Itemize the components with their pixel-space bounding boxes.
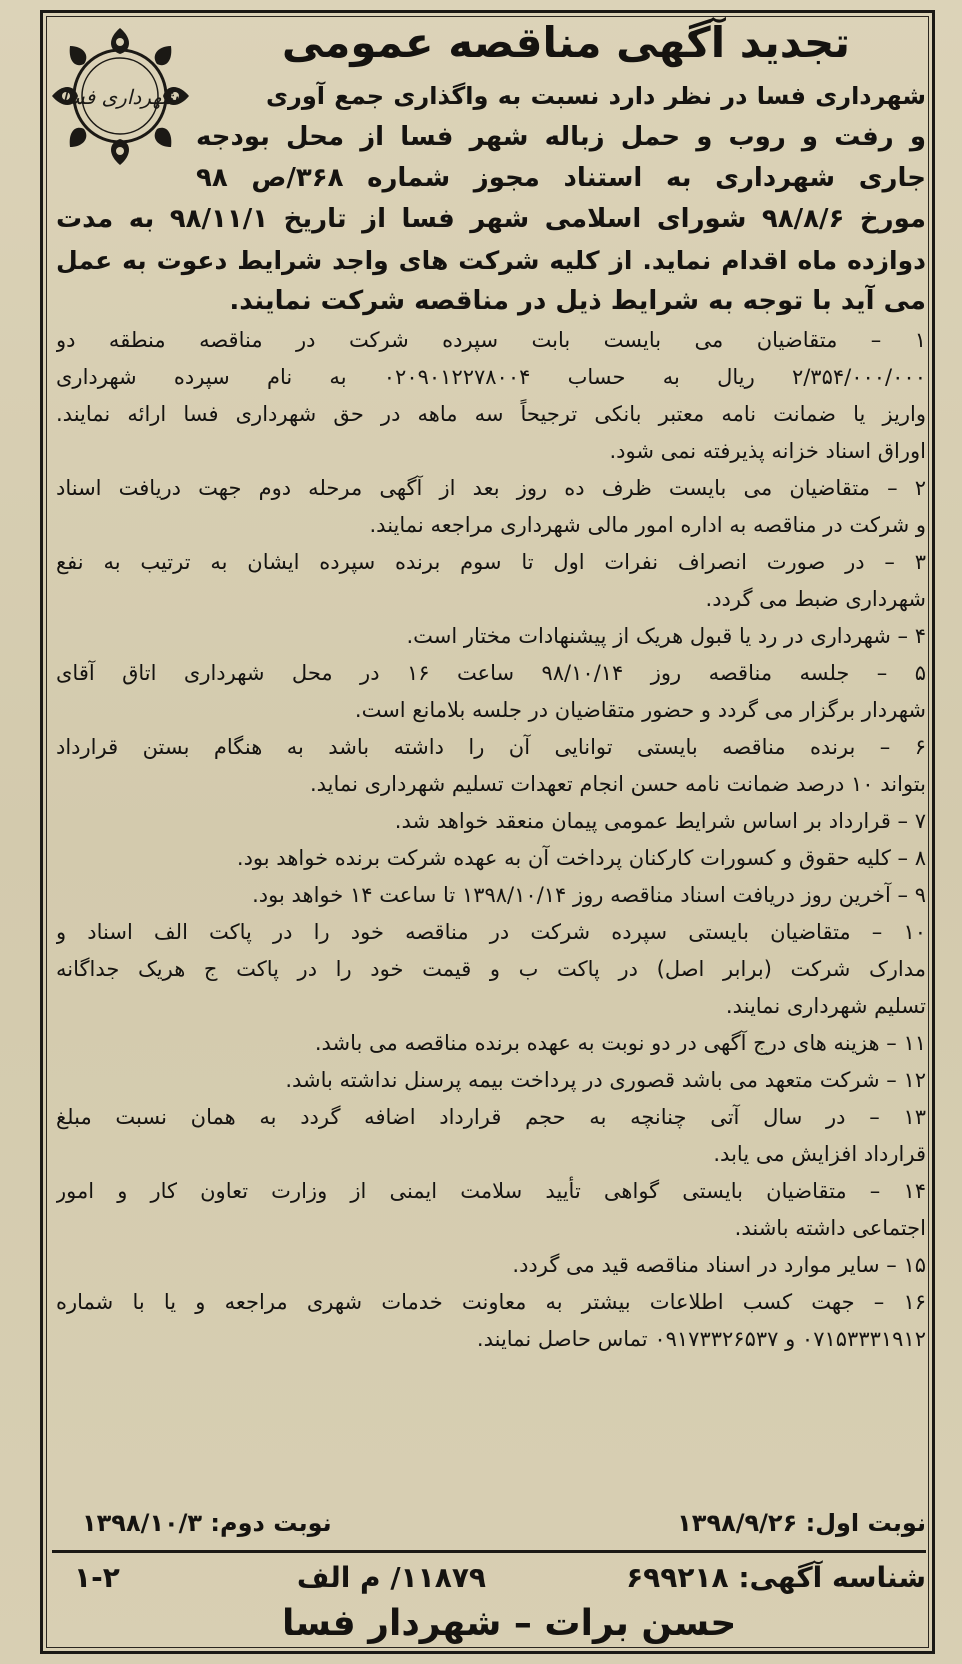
condition-line: ۱۳ – در سال آتی چنانچه به حجم قرارداد اضافه گردد به همان نسبت مبلغ [56,1105,926,1129]
condition-item [56,840,926,877]
condition-line: ۵ – جلسه مناقصه روز ۹۸/۱۰/۱۴ ساعت ۱۶ در محل شهرداری اتاق آقای [56,661,926,685]
second-publication-date: نوبت دوم: ۱۳۹۸/۱۰/۳ [82,1509,332,1537]
condition-item [56,877,926,914]
condition-line: ۳ – در صورت انصراف نفرات اول تا سوم برنده سپرده ایشان به ترتیب به نفع [56,550,926,574]
condition-item [56,1099,926,1173]
condition-line: ۸ – کلیه حقوق و کسورات کارکنان پرداخت آن به عهده شرکت برنده خواهد بود. [236,846,926,870]
first-publication-date: نوبت اول: ۱۳۹۸/۹/۲۶ [677,1509,926,1537]
condition-line: ۱ – متقاضیان می بایست بابت سپرده شرکت در مناقصه منطقه دو [56,328,926,352]
condition-line: ۰۷۱۵۳۳۳۱۹۱۲ و ۰۹۱۷۳۳۲۶۵۳۷ تماس حاصل نمایند. [476,1327,926,1351]
notice-title: تجدید آگهی مناقصه عمومی [281,18,851,67]
intro-line: جاری شهرداری به استناد مجوز شماره ۳۶۸/ص ۹۸ [196,163,926,193]
condition-item [56,1062,926,1099]
condition-item [56,729,926,803]
condition-line: ۱۵ – سایر موارد در اسناد مناقصه قید می گردد. [512,1253,926,1277]
signature-line [52,1600,926,1648]
intro-line: مورخ ۹۸/۸/۶ شورای اسلامی شهر فسا از تاریخ ۹۸/۱۱/۱ به مدت [56,204,926,234]
condition-line: ۷ – قرارداد بر اساس شرایط عمومی پیمان منعقد خواهد شد. [394,809,926,833]
ad-sequence: ۱-۲ [74,1561,120,1594]
condition-item [56,470,926,544]
condition-item [56,618,926,655]
condition-line: ۲ – متقاضیان می بایست ظرف ده روز بعد از آگهی مرحله دوم جهت دریافت اسناد [56,476,926,500]
footer-divider [52,1550,926,1553]
condition-line: بتواند ۱۰ درصد ضمانت نامه حسن انجام تعهدات تسلیم شهرداری نماید. [309,772,926,796]
condition-line: ۶ – برنده مناقصه بایستی توانایی آن را داشته باشد به هنگام بستن قرارداد [56,735,926,759]
condition-line: شهرداری ضبط می گردد. [705,587,926,611]
ad-code: ۱۱۸۷۹/ م الف [296,1561,486,1594]
condition-item [56,1173,926,1247]
condition-item [56,544,926,618]
intro-line: دوازده ماه اقدام نماید. از کلیه شرکت های واجد شرایط دعوت به عمل [56,246,926,275]
mayor-signature: حسن برات – شهردار فسا [282,1603,737,1644]
condition-item [56,1025,926,1062]
condition-line: قرارداد افزایش می یابد. [713,1142,926,1166]
condition-item [56,803,926,840]
condition-line: ۱۶ – جهت کسب اطلاعات بیشتر به معاونت خدمات شهری مراجعه و یا با شماره [56,1290,926,1314]
condition-line: ۱۰ – متقاضیان بایستی سپرده شرکت در مناقصه خود را در پاکت الف اسناد و [56,920,926,944]
condition-line: ۱۲ – شرکت متعهد می باشد قصوری در پرداخت بیمه پرسنل نداشته باشد. [285,1068,926,1092]
condition-line: تسلیم شهرداری نمایند. [725,994,926,1018]
condition-line: ۹ – آخرین روز دریافت اسناد مناقصه روز ۱۳۹۸/۱۰/۱۴ تا ساعت ۱۴ خواهد بود. [252,883,926,907]
svg-text:شهرداری فسا: شهرداری فسا [61,85,179,109]
condition-item [56,1284,926,1358]
ad-identification [52,1558,926,1598]
publication-dates [52,1504,926,1542]
intro-line: و رفت و روب و حمل زباله شهر فسا از محل بودجه [196,122,926,152]
intro-line: می آید با توجه به شرایط ذیل در مناقصه شرکت نمایند. [229,286,926,316]
ad-id: شناسه آگهی: ۶۹۹۲۱۸ [626,1561,926,1594]
condition-item [56,914,926,1025]
condition-line: مدارک شرکت (برابر اصل) در پاکت ب و قیمت خود را در پاکت ج هریک جداگانه [56,957,926,981]
condition-line: ۲/۳۵۴/۰۰۰/۰۰۰ ریال به حساب ۰۲۰۹۰۱۲۲۷۸۰۰۴ به نام سپرده شهرداری [56,365,926,389]
condition-item [56,1247,926,1284]
condition-line: ۱۴ – متقاضیان بایستی گواهی تأیید سلامت ایمنی از وزارت تعاون کار و امور [56,1179,926,1203]
conditions-list [56,322,926,1358]
condition-line: و شرکت در مناقصه به اداره امور مالی شهرداری مراجعه نمایند. [369,513,926,537]
condition-line: شهردار برگزار می گردد و حضور متقاضیان در جلسه بلامانع است. [354,698,926,722]
condition-line: اوراق اسناد خزانه پذیرفته نمی شود. [609,439,926,463]
condition-line: واریز یا ضمانت نامه معتبر بانکی ترجیحاً سه ماهه در حق شهرداری فسا ارائه نمایند. [56,402,926,426]
notice-intro [56,76,926,322]
condition-item [56,322,926,470]
condition-item [56,655,926,729]
intro-line: شهرداری فسا در نظر دارد نسبت به واگذاری جمع آوری [266,82,926,110]
condition-line: ۴ – شهرداری در رد یا قبول هریک از پیشنهادات مختار است. [406,624,926,648]
condition-line: اجتماعی داشته باشند. [734,1216,926,1240]
condition-line: ۱۱ – هزینه های درج آگهی در دو نوبت به عهده برنده مناقصه می باشد. [314,1031,926,1055]
